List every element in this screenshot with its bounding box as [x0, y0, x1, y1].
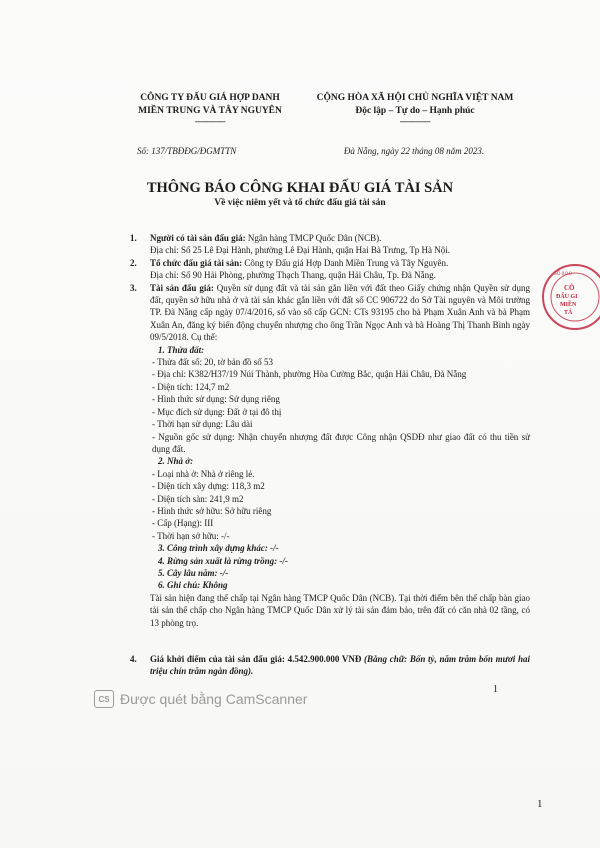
starting-price: 4.542.900.000 VNĐ: [284, 654, 362, 664]
section-number: 3.: [130, 282, 137, 293]
starting-price-words: (Bằng chữ: Bốn tỷ, năm trăm bốn mươi hai triệu chín trăm ngàn đồng).: [150, 654, 530, 677]
section-3: [130, 282, 530, 629]
page-number-outer: 1: [537, 798, 543, 810]
section-address: Địa chỉ: Số 90 Hải Phòng, phường Thạch Thang, quận Hải Châu, Tp. Đà Nẵng.: [150, 270, 436, 281]
other-item: 6. Ghi chú: Không: [158, 580, 228, 591]
list-item: - Diện tích sàn: 241,9 m2: [152, 493, 244, 504]
list-item: - Thửa đất số: 20, tờ bản đồ số 53: [152, 357, 273, 368]
camscanner-logo-icon: CS: [94, 690, 114, 708]
list-item: - Thời hạn sử dụng: Lâu dài: [152, 419, 253, 430]
org-name-line1: CÔNG TY ĐẤU GIÁ HỢP DANH: [140, 93, 280, 103]
motto-divider: --------------: [399, 117, 431, 126]
page-number-inner: 1: [493, 684, 498, 695]
section-text: Quyền sử dụng đất và tài sản gắn liền với đất theo Giấy chứng nhận Quyền sử dụng đất, quyền sở hữu nhà ở và tài sản khác gắn liền với đất số CC 906722 do Sở Tài nguyên và Môi trường TP. Đà Nẵng cấp ngày 07/4/2016, số vào sổ cấp GCN: CTs 93195 cho bà Phạm Xuân Anh và bà Phạm Xuân An, đăng ký biến động chuyển nhượng cho ông Trần Ngọc Anh và bà Hoàng Thị Thanh Bình ngày 09/5/2018. Cụ thể:: [150, 282, 530, 343]
camscanner-watermark: [94, 690, 307, 708]
stamp-text: SỐ 0.0.0: [554, 272, 572, 277]
list-item: - Diện tích xây dựng: 118,3 m2: [152, 481, 265, 492]
org-header: [120, 92, 300, 126]
section-text: Ngân hàng TMCP Quốc Dân (NCB).: [245, 233, 382, 243]
document-number: Số: 137/TBĐĐG/ĐGMTTN: [137, 146, 237, 156]
section-label: Tổ chức đấu giá tài sản:: [150, 257, 243, 268]
section-address: Địa chỉ: Số 25 Lê Đại Hành, phường Lê Đại Hành, quận Hai Bà Trưng, Tp Hà Nội.: [150, 245, 451, 256]
org-name-line2: MIỀN TRUNG VÀ TÂY NGUYÊN: [138, 106, 282, 116]
section-1: [130, 232, 530, 257]
org-divider: --------------: [194, 117, 226, 126]
section-number: 1.: [130, 233, 137, 243]
section-number: 4.: [130, 654, 137, 664]
stamp-text: MIỀN: [560, 302, 577, 308]
national-motto: Độc lập – Tự do – Hạnh phúc: [355, 106, 475, 116]
list-item: - Mục đích sử dụng: Đất ở tại đô thị: [152, 406, 282, 417]
list-item: - Cấp (Hạng): III: [152, 518, 214, 529]
other-item: 5. Cây lâu năm: -/-: [158, 567, 229, 578]
section-label: Giá khởi điểm của tài sản đấu giá:: [150, 654, 285, 664]
list-item: - Nguồn gốc sử dụng: Nhận chuyển nhượng đất được Công nhận QSDĐ như giao đất có thu tiền sử dụng đất.: [152, 431, 530, 454]
stamp-text: TÂ: [564, 310, 573, 316]
list-item: - Hình thức sở hữu: Sở hữu riêng: [152, 505, 272, 516]
list-item: - Hình thức sử dụng: Sử dụng riêng: [152, 394, 280, 405]
section-label: Tài sản đấu giá:: [150, 282, 214, 293]
section-number: 2.: [130, 257, 137, 268]
house-heading: 2. Nhà ở:: [158, 456, 194, 467]
document-date: Đà Nẵng, ngày 22 tháng 08 năm 2023.: [343, 146, 485, 156]
section-2: [130, 257, 530, 282]
section-text: Công ty Đấu giá Hợp Danh Miền Trung và Tây Nguyên.: [242, 257, 449, 268]
list-item: - Thời hạn sở hữu: -/-: [152, 530, 230, 541]
mortgage-note: Tài sản hiện đang thế chấp tại Ngân hàng TMCP Quốc Dân (NCB). Tại thời điểm bên thế chấp bàn giao tài sản thế chấp cho Ngân hàng TMCP Quốc Dân xử lý tài sản đảm bảo, trên đất có căn nhà 02 tầng, có 13 phòng trọ.: [150, 592, 530, 628]
country-name: CỘNG HÒA XÃ HỘI CHỦ NGHĨA VIỆT NAM: [316, 93, 514, 103]
document-subtitle: Về việc niêm yết và tổ chức đấu giá tài sản: [214, 198, 386, 208]
document-title: THÔNG BÁO CÔNG KHAI ĐẤU GIÁ TÀI SẢN: [146, 180, 454, 196]
list-item: - Địa chỉ: K382/H37/19 Núi Thành, phường Hòa Cường Bắc, quận Hải Châu, Đà Nẵng: [152, 369, 467, 380]
stamp-text: ĐẤU GI: [556, 294, 578, 300]
red-seal-stamp: [540, 262, 600, 332]
list-item: - Loại nhà ở: Nhà ở riêng lẻ.: [152, 468, 255, 479]
national-header: [300, 92, 530, 126]
section-label: Người có tài sản đấu giá:: [150, 233, 246, 243]
other-item: 4. Rừng sản xuất là rừng trồng: -/-: [158, 555, 288, 566]
list-item: - Diện tích: 124,7 m2: [152, 381, 230, 392]
section-4: [130, 653, 530, 678]
stamp-text: CÔ: [564, 284, 575, 292]
watermark-text: Được quét bằng CamScanner: [120, 691, 308, 707]
other-item: 3. Công trình xây dựng khác: -/-: [158, 543, 279, 554]
document-body: [130, 232, 530, 629]
land-heading: 1. Thửa đất:: [158, 344, 205, 355]
